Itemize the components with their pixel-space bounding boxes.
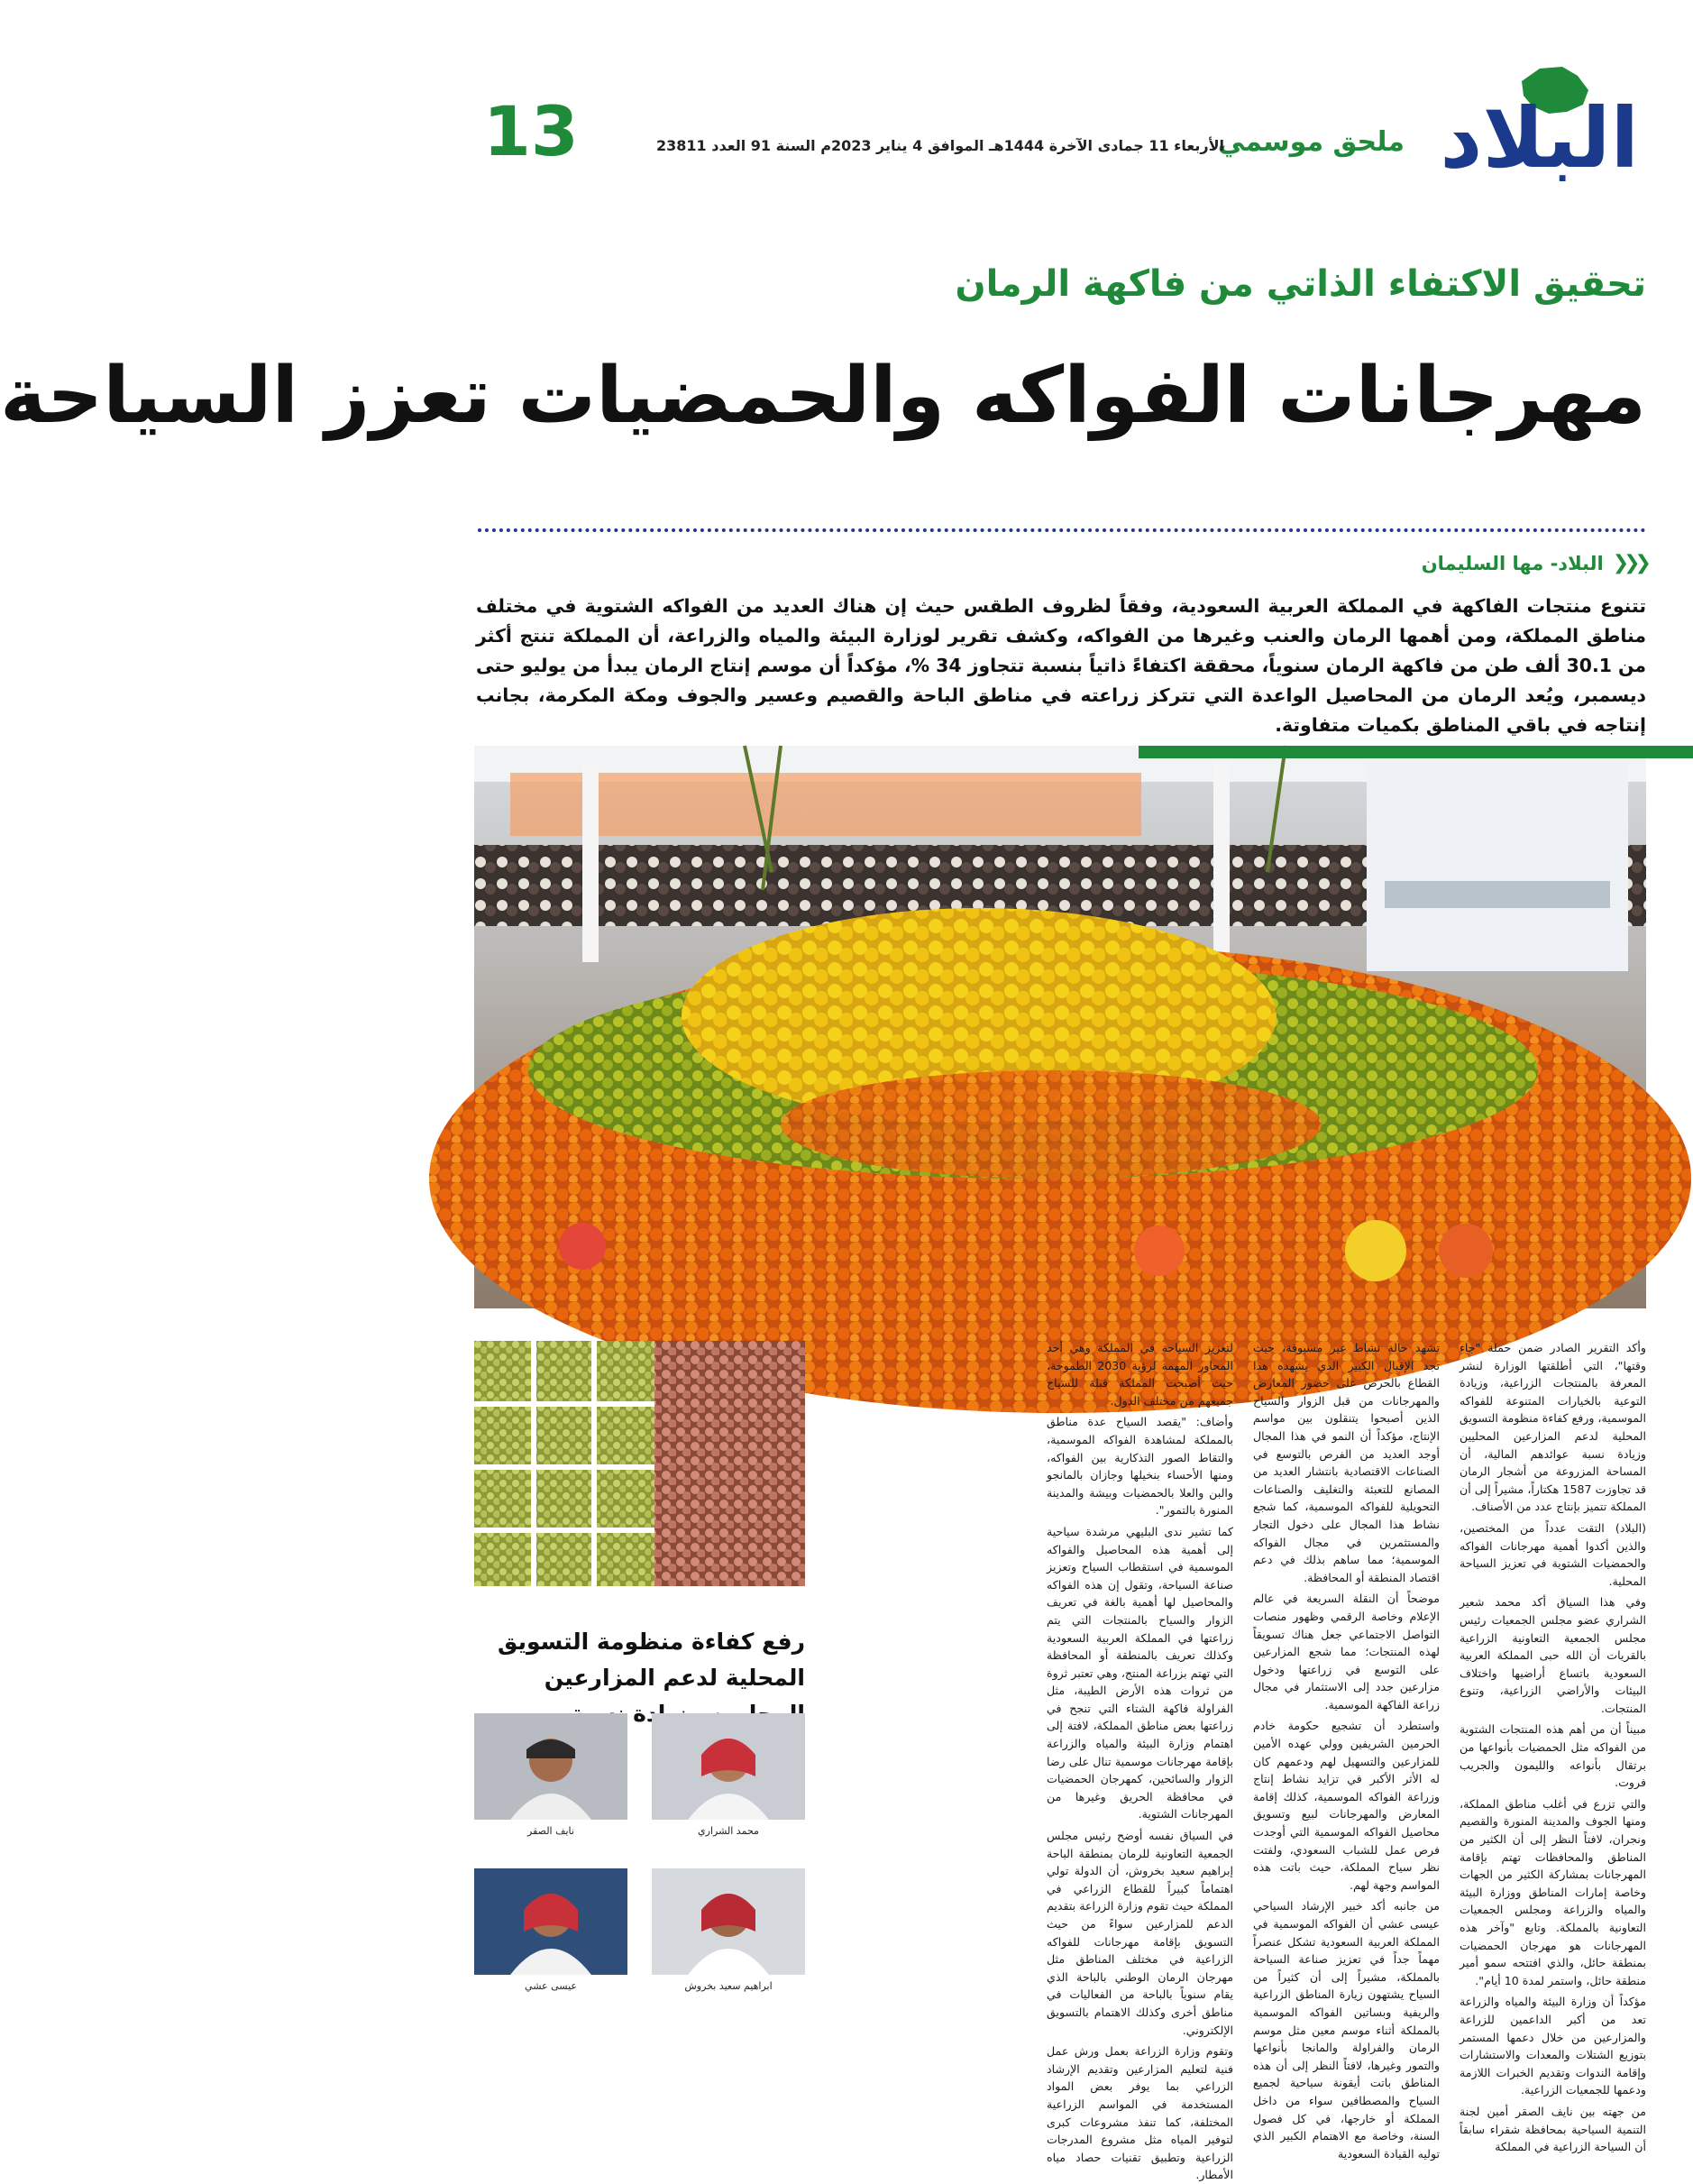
newspaper-logo[interactable]	[1414, 63, 1639, 187]
paragraph: وتقوم وزارة الزراعة بعمل ورش عمل فنية لتعليم المزارعين وتقديم الإرشاد الزراعي بما يوفر بعض المواد المستخدمة في المواسم الزراعية المختلفة، كما تنفذ مشروعات كبرى لتوفير المياه مثل مشروع المدرجات الزراعية وتطبيق تقنيات حصاد مياه الأمطار.	[1047, 2044, 1233, 2182]
paragraph: وأكد التقرير الصادر ضمن حملة "جاء وقتها"، التي أطلقتها الوزارة لنشر المعرفة بالمنتجات الزراعية، وزيادة التوعية بالخيارات المتنوعة للفواكه الموسمية، ورفع كفاءة منظومة التسويق المحلية لدعم المزارعين المحليين وزيادة نسبة عوائدهم المالية، أن المساحة المزروعة من أشجار الرمان قد تجاوزت 1587 هكتاراً، مشيراً إلى أن المملكة تتميز بإنتاج عدد من الأصناف.	[1460, 1341, 1646, 1514]
issue-dateline: الأربعاء 11 جمادى الآخرة 1444هـ الموافق 4 يناير 2023م السنة 91 العدد 23811	[656, 137, 1224, 154]
article-column-1	[1460, 1339, 1646, 2154]
paragraph: كما تشير ندى البليهي مرشدة سياحية إلى أهمية هذه المحاصيل والفواكه الموسمية في استقطاب السياح وتعزيز صناعة السياحة، وتقول إن هذه الفواكه والمحاصيل لها أهمية بالغة في تعريف الزوار والسياح بالمنتجات التي يتم زراعتها في المملكة العربية السعودية وكذلك تعريف بالمنطقة أو المحافظة التي تهتم بزراعة المنتج، وهي تعتبر ثروة من ثروات هذه الأرض الطيبة، مثل الفراولة فاكهة الشتاء التي تنجح في زراعتها بعض مناطق المملكة، لافتة إلى اهتمام وزارة البيئة والمياه والزراعة بإقامة مهرجانات موسمية تنال على رضا الزوار والسائحين، كمهرجان الحمضيات في محافظة الحريق وغيرها من المهرجانات الشتوية.	[1047, 1524, 1233, 1822]
paragraph: موضحاً أن النقلة السريعة في عالم الإعلام وخاصة الرقمي وظهور منصات التواصل الاجتماعي جعل هناك تسويقاً لهذه المنتجات؛ مما شجع المزارعين على التوسع في زراعتها ودخول مزارعين جدد إلى الاستثمار في مجال زراعة الفاكهة الموسمية.	[1253, 1592, 1440, 1711]
side-heading: رفع كفاءة منظومة التسويق المحلية لدعم المزارعين	[498, 1629, 805, 1691]
byline	[1422, 552, 1646, 574]
article-column-2	[1253, 1339, 1440, 2161]
paragraph: تشهد حالة نشاط غير مسبوقة، حيث تجد الإقبال الكبير الذي يشهده هذا القطاع بالحرص على حضور المعارض والمهرجانات من قبل الزوار والسياح الذين أصبحوا يتنقلون بين مواسم الإنتاج، مؤكداً أن النمو في هذا المجال أوجد العديد من الفرص بالتوسع في الصناعات الاقتصادية بانتشار العديد من المصانع للتعبئة والتغليف والصناعات التحويلية للفواكه الموسمية، كما شجع نشاط هذا المجال على دخول التجار والمستثمرين في مجال الفواكه الموسمية؛ مما ساهم بذلك في دعم اقتصاد المنطقة أو المحافظة.	[1253, 1341, 1440, 1584]
paragraph: من جهته بين نايف الصقر أمين لجنة التنمية السياحية بمحافظة شقراء سابقاً أن السياحة الزراعية في المملكة	[1460, 2104, 1646, 2154]
paragraph: وفي هذا السياق أكد محمد شعير الشراري عضو مجلس الجمعيات رئيس مجلس الجمعية التعاونية الزراعية بالقريات أن الله حبى المملكة العربية السعودية باتساع أراضيها واختلاف البيئات والأراضي الزراعية، وتنوع المنتجات.	[1460, 1595, 1646, 1715]
portrait-card	[652, 1713, 805, 1840]
paragraph: في السياق نفسه أوضح رئيس مجلس الجمعية التعاونية للرمان بمنطقة الباحة إبراهيم سعيد بخروش، أن الدولة تولي اهتماماً كبيراً للقطاع الزراعي في المملكة حيث تقوم وزارة الزراعة بتقديم الدعم للمزارعين سواءً من حيث التسويق بإقامة مهرجانات للفواكه الزراعية في مختلف المناطق مثل مهرجان الرمان الوطني بالباحة الذي يقام سنوياً بالباحة من الفعاليات في مناطق أخرى وكذلك الاهتمام بالتسويق الإلكتروني.	[1047, 1829, 1233, 2037]
article-intro: تتنوع منتجات الفاكهة في المملكة العربية السعودية، وفقاً لظروف الطقس حيث إن هناك العديد من الفواكه الشتوية في مختلف مناطق المملكة، ومن أهمها الرمان والعنب وغيرها من الفواكه، وكشف تقرير لوزارة البيئة والمياه والزراعة، أن المملكة تنتج أكثر من 30.1 ألف طن من فاكهة الرمان سنوياً، محققة اكتفاءً ذاتياً بنسبة تتجاوز 34 %، مؤكداً أن موسم إنتاج الرمان يبدأ من يوليو حتى ديسمبر، ويُعد الرمان من المحاصيل الواعدة التي تتركز زراعته في مناطق الباحة والقصيم وعسير والجوف ومكة المكرمة، بجانب إنتاجه في باقي المناطق بكميات متفاوتة.	[476, 595, 1646, 736]
accent-bar	[1139, 746, 1693, 758]
grapes-lychee-photo	[474, 1341, 805, 1586]
article-headline: مهرجانات الفواكه والحمضيات تعزز السياحة	[0, 351, 1646, 441]
portrait-card	[652, 1868, 805, 1995]
paragraph: مؤكداً أن وزارة البيئة والمياه والزراعة تعد من أكبر الداعمين للزراعة والمزارعين من خلال دعمها المستمر بتوزيع الشتلات والمعدات والاستشارات وإقامة الندوات وتقديم الخبرات اللازمة ودعمها للجمعيات الزراعية.	[1460, 1995, 1646, 2097]
paragraph: (البلاد) التقت عدداً من المختصين، والذين أكدوا أهمية مهرجانات الفواكه والحمضيات الشتوية في تعزيز السياحة المحلية.	[1460, 1520, 1646, 1588]
chevrons-icon: ❮❮❮	[1612, 552, 1646, 574]
paragraph: والتي تزرع في أغلب مناطق المملكة، ومنها الجوف والمدينة المنورة والقصيم ونجران، لافتاً النظر إلى أن الكثير من المناطق والمحافظات تهتم بإقامة المهرجانات بمشاركة الكثير من الجهات وخاصة إمارات المناطق ووزارة البيئة والمياه والزراعة ومجلس الجمعيات التعاونية بالمملكة. وتابع "وآخر هذه المهرجانات هو مهرجان الحمضيات بمنطقة حائل، والذي افتتحه سمو أمير منطقة حائل، واستمر لمدة 10 أيام".	[1460, 1796, 1646, 1987]
fruit-festival-photo	[474, 746, 1646, 1308]
paragraph: وأضاف: "يقصد السياح عدة مناطق بالمملكة لمشاهدة الفواكه الموسمية، والتقاط الصور التذكارية بين الفواكه، ومنها الأحساء بنخيلها وجازان بالمانجو والبن والعلا بالحمضيات وبيشة والمدينة المنورة بالتمور".	[1047, 1415, 1233, 1518]
portrait-caption: محمد الشراري	[698, 1825, 759, 1837]
portrait-card	[474, 1868, 627, 1995]
paragraph: لتعزيز السياحة في المملكة وهي أحد المحاور المهمة لرؤية 2030 الطموحة، حيث أصبحت المملكة قبلة للسياح جميعهم من مختلف الدول.	[1047, 1341, 1233, 1408]
portrait-photo	[652, 1868, 805, 1975]
article-column-3	[1047, 1339, 1233, 2182]
portrait-caption: نايف الصقر	[527, 1825, 574, 1837]
portrait-photo	[652, 1713, 805, 1820]
article-columns	[842, 1339, 1646, 2182]
portrait-card	[474, 1713, 627, 1840]
page-number: 13	[483, 91, 579, 171]
paragraph: من جانبه أكد خبير الإرشاد السياحي عيسى عشي أن الفواكه الموسمية في المملكة العربية السعودية تشكل عنصراً مهماً جداً في تعزيز صناعة السياحة بالمملكة، مشيراً إلى أن كثيراً من السياح يشتهون زيارة المناطق الزراعية والريفية وبساتين الفواكه الموسمية بالمملكة أثناء موسم معين مثل موسم الرمان والفراولة والمانجا بأنواعها والتمور وغيرها، لافتاً النظر إلى أن هذه المناطق باتت أيقونة سياحية لجميع السياح والمصطافين سواء من داخل المملكة أو خارجها، في كل فصول السنة، وخاصة مع الاهتمام الكبير الذي توليه القيادة السعودية	[1253, 1899, 1440, 2161]
supplement-label: ملحق موسمي	[1217, 126, 1405, 158]
portrait-photo	[474, 1713, 627, 1820]
portrait-caption: عيسى عشي	[525, 1980, 577, 1992]
portraits-grid	[474, 1713, 805, 2011]
portrait-photo	[474, 1868, 627, 1975]
paragraph: واستطرد أن تشجيع حكومة خادم الحرمين الشريفين وولي عهده الأمين للمزارعين والتسهيل لهم ودعمهم كان له الأثر الأكبر في تزايد نشاط إنتاج وزراعة الفواكه الموسمية، كذلك إقامة المعارض والمهرجانات لبيع وتسويق محاصيل الفواكه الموسمية التي أوجدت فرص عمل للشباب السعودي، ولفتت نظر سياح المملكة، حيث باتت هذه المواسم وجهة لهم.	[1253, 1719, 1440, 1892]
masthead	[413, 0, 1693, 198]
portrait-caption: ابراهيم سعيد بخروش	[684, 1980, 773, 1992]
byline-text: البلاد- مها السليمان	[1421, 552, 1604, 574]
dotted-divider	[478, 528, 1646, 532]
article-kicker: تحقيق الاكتفاء الذاتي من فاكهة الرمان	[955, 263, 1646, 305]
logo-text: البلاد	[1440, 90, 1639, 187]
paragraph: مبيناً أن من أهم هذه المنتجات الشتوية من الفواكه مثل الحمضيات بأنواعها من برتقال بأنواعه والليمون والجريب فروت.	[1460, 1722, 1646, 1790]
